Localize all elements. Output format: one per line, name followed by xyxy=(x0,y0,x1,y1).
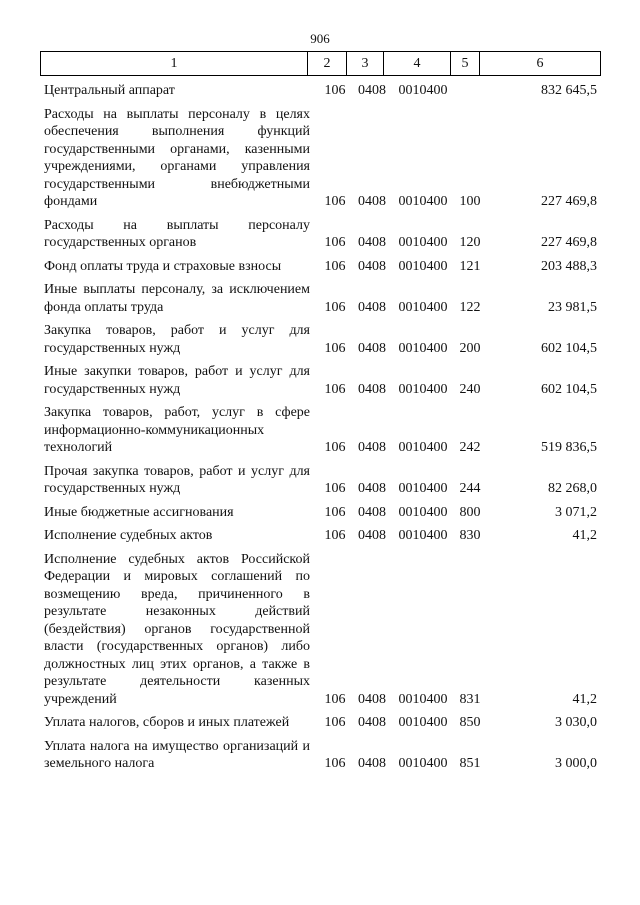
table-row xyxy=(40,463,601,504)
page-number: 906 xyxy=(310,31,330,46)
row-col-5: 242 xyxy=(459,440,481,455)
row-col-3: 0408 xyxy=(358,235,386,250)
table-row xyxy=(40,106,601,217)
row-col-4: 0010400 xyxy=(398,381,448,397)
table-row xyxy=(40,714,601,738)
row-amount: 41,2 xyxy=(572,691,597,707)
column-header-2: 2 xyxy=(308,52,347,76)
table-row xyxy=(40,404,601,463)
budget-table xyxy=(40,82,601,779)
row-col-5 xyxy=(456,82,484,106)
row-name: Закупка товаров, работ, услуг в сфере информационно-коммуникационных технологий xyxy=(44,405,310,455)
row-amount: 203 488,3 xyxy=(541,258,597,274)
row-amount: 3 030,0 xyxy=(555,715,597,730)
row-name: Исполнение судебных актов Российской Федерации и мировых соглашений по возмещению вреда, причиненного в результате незаконных действий (бездействия) органов государственной власти (государственных органов) либо должностных лиц этих органов, а также в результате деятельности казенных учреждений xyxy=(44,551,310,707)
row-col-3: 0408 xyxy=(358,756,386,771)
row-name: Центральный аппарат xyxy=(44,83,175,98)
row-col-3: 0408 xyxy=(358,481,386,496)
row-col-4: 0010400 xyxy=(398,194,448,209)
row-col-3: 0408 xyxy=(358,194,386,209)
row-name: Прочая закупка товаров, работ и услуг для государственных нужд xyxy=(44,463,310,496)
column-header-6: 6 xyxy=(480,52,601,76)
row-col-4: 0010400 xyxy=(398,258,448,274)
row-name: Фонд оплаты труда и страховые взносы xyxy=(44,258,282,274)
row-col-3: 0408 xyxy=(358,504,386,520)
table-row xyxy=(40,258,601,282)
row-col-3: 0408 xyxy=(358,528,386,543)
row-col-4: 0010400 xyxy=(398,691,448,707)
row-name: Уплата налогов, сборов и иных платежей xyxy=(44,715,290,730)
row-col-2: 106 xyxy=(324,504,346,520)
row-col-4: 0010400 xyxy=(398,440,448,455)
row-col-2: 106 xyxy=(324,83,346,98)
table-row xyxy=(40,322,601,363)
row-col-3: 0408 xyxy=(358,440,386,455)
row-amount: 23 981,5 xyxy=(548,299,597,315)
row-col-3: 0408 xyxy=(358,340,386,356)
row-name: Уплата налога на имущество организаций и земельного налога xyxy=(44,738,310,771)
table-row xyxy=(40,551,601,715)
row-name: Иные закупки товаров, работ и услуг для государственных нужд xyxy=(44,364,310,397)
row-col-3: 0408 xyxy=(358,299,386,315)
row-col-2: 106 xyxy=(324,440,346,455)
row-name: Расходы на выплаты персоналу в целях обеспечения выполнения функций государственными органами, казенными учреждениями, органами управления государственными внебюджетными фондами xyxy=(44,106,310,209)
row-col-4: 0010400 xyxy=(398,481,448,496)
table-row xyxy=(40,82,601,106)
row-col-4: 0010400 xyxy=(398,528,448,543)
row-col-2: 106 xyxy=(324,528,346,543)
table-row xyxy=(40,527,601,551)
row-amount: 227 469,8 xyxy=(541,235,597,250)
row-amount: 227 469,8 xyxy=(541,194,597,209)
row-name: Иные бюджетные ассигнования xyxy=(44,504,234,520)
row-col-5: 121 xyxy=(459,258,481,274)
row-amount: 3 000,0 xyxy=(555,756,597,771)
table-row xyxy=(40,363,601,404)
row-col-2: 106 xyxy=(324,258,346,274)
row-col-4: 0010400 xyxy=(398,504,448,520)
row-col-2: 106 xyxy=(324,299,346,315)
row-col-4: 0010400 xyxy=(398,235,448,250)
row-col-2: 106 xyxy=(324,194,346,209)
row-name: Закупка товаров, работ и услуг для государственных нужд xyxy=(44,323,310,356)
table-row xyxy=(40,281,601,322)
row-col-5: 200 xyxy=(459,340,481,356)
row-col-5: 100 xyxy=(459,194,481,209)
row-col-2: 106 xyxy=(324,340,346,356)
row-col-5: 831 xyxy=(459,691,481,707)
row-amount: 602 104,5 xyxy=(541,381,597,397)
row-amount: 82 268,0 xyxy=(548,481,597,496)
column-header-table xyxy=(40,51,601,76)
row-col-4: 0010400 xyxy=(398,756,448,771)
row-col-3: 0408 xyxy=(358,83,386,98)
row-name: Исполнение судебных актов xyxy=(44,528,213,543)
row-col-5: 851 xyxy=(459,756,481,771)
row-col-5: 240 xyxy=(459,381,481,397)
row-col-4: 0010400 xyxy=(398,715,448,730)
column-header-3: 3 xyxy=(347,52,384,76)
table-row xyxy=(40,217,601,258)
row-col-3: 0408 xyxy=(358,715,386,730)
row-col-5: 830 xyxy=(459,528,481,543)
row-col-3: 0408 xyxy=(358,258,386,274)
table-row xyxy=(40,504,601,528)
column-header-5: 5 xyxy=(451,52,480,76)
table-row xyxy=(40,738,601,779)
row-col-5: 850 xyxy=(459,715,481,730)
row-name: Расходы на выплаты персоналу государственных органов xyxy=(44,217,310,250)
row-col-4: 0010400 xyxy=(398,299,448,315)
row-col-2: 106 xyxy=(324,481,346,496)
row-col-5: 122 xyxy=(459,299,481,315)
row-col-4: 0010400 xyxy=(398,340,448,356)
row-col-4: 0010400 xyxy=(398,83,448,98)
row-amount: 602 104,5 xyxy=(541,340,597,356)
row-amount: 832 645,5 xyxy=(541,83,597,98)
row-amount: 3 071,2 xyxy=(555,504,597,520)
row-col-5: 244 xyxy=(459,481,481,496)
column-header-1: 1 xyxy=(41,52,308,76)
row-col-5: 120 xyxy=(459,235,481,250)
row-name: Иные выплаты персоналу, за исключением фонда оплаты труда xyxy=(44,282,310,315)
row-col-3: 0408 xyxy=(358,381,386,397)
row-amount: 519 836,5 xyxy=(541,440,597,455)
column-header-row xyxy=(41,52,601,76)
row-col-2: 106 xyxy=(324,691,346,707)
row-col-3: 0408 xyxy=(358,691,386,707)
row-amount: 41,2 xyxy=(572,528,597,543)
row-col-2: 106 xyxy=(324,381,346,397)
column-header-4: 4 xyxy=(384,52,451,76)
row-col-2: 106 xyxy=(324,235,346,250)
row-col-5: 800 xyxy=(459,504,481,520)
row-col-2: 106 xyxy=(324,756,346,771)
row-col-2: 106 xyxy=(324,715,346,730)
